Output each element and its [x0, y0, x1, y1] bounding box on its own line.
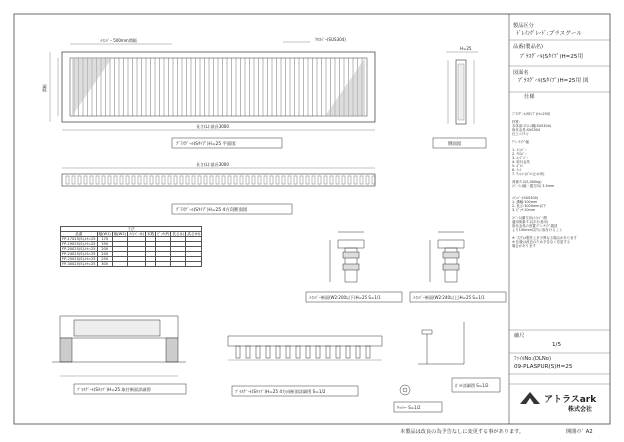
section-bar: [264, 176, 267, 184]
spec-line: ﾌﾟﾗｽｸﾞｰﾙ(Sﾀｲﾌﾟ)H=25用: [512, 112, 551, 116]
spec-line: 1. ﾒｲﾝﾊﾞｰ: [512, 148, 527, 152]
section-bar: [108, 176, 111, 184]
spec-table-group-header: 寸法: [61, 227, 202, 232]
spec-table-cell: [146, 262, 156, 267]
spec-table-header: 高さ(H): [187, 232, 201, 236]
section-bar: [366, 176, 369, 184]
footer-right: 開閉ｲﾄﾞ A2: [566, 429, 593, 435]
file-value: 09-PLASPUR(S)H=25: [514, 364, 573, 370]
spec-table-cell: [112, 262, 127, 267]
spec-table-header: 幅(W1): [98, 232, 111, 236]
svg-text:H=25: H=25: [460, 46, 472, 51]
spec-table-header: ﾒｲﾝﾊﾞｰ(t): [129, 232, 145, 236]
section-bar: [276, 176, 279, 184]
spec-table-cell: [128, 262, 146, 267]
company-sub: 株式会社: [568, 406, 593, 413]
section-bar: [240, 176, 243, 184]
spec-line: 1. 溝幅:100mm: [512, 200, 538, 204]
washer-drawing: [400, 385, 410, 395]
spec-line: ﾒｲﾝﾊﾞｰ(SUS304): [512, 196, 539, 200]
spec-line: 6. ﾅｯﾄ: [512, 168, 522, 172]
spec-table-cell: [156, 262, 171, 267]
spec-table-cell: 240: [97, 252, 112, 257]
detail-bar: [266, 346, 270, 358]
four-dir-detail: [228, 336, 382, 360]
spec-line: ｽﾍﾟｰｽ:(幅・縦方向) 3.5mm: [512, 184, 555, 188]
section-bar: [132, 176, 135, 184]
section-bar: [336, 176, 339, 184]
spec-line: 2. ｸﾛｽﾊﾞｰ: [512, 152, 527, 156]
spec-line: ｽﾍﾟｰｽ(溝方向)ﾒｲﾝﾊﾞｰ間: [512, 216, 547, 220]
spec-table-cell: [186, 262, 202, 267]
side-view-title: 側面図: [448, 142, 462, 147]
spec-table: [60, 226, 202, 267]
section-bar: [294, 176, 297, 184]
spec-line: 材質:: [512, 120, 520, 124]
spec-table-cell: FP-17025(S)-H=25: [62, 237, 96, 241]
install-detail-view: [52, 316, 186, 376]
plan-dim-total: 長さ(L):最長3000: [196, 124, 229, 129]
bolt-drawing: [418, 322, 464, 364]
section-bar: [150, 176, 153, 184]
spec-table-cell: 190: [97, 242, 112, 247]
spec-line: 3. ｴﾝﾄﾞﾊﾞｰ: [512, 156, 529, 160]
section-bar: [168, 176, 171, 184]
section-bar: [198, 176, 201, 184]
plan-dim-cross: ｸﾛｽﾊﾞｰ(SUS304): [315, 37, 346, 42]
spec-line: 3. ﾋﾟｯﾁ:10mm: [512, 208, 536, 212]
section-bar: [216, 176, 219, 184]
section-bar: [210, 176, 213, 184]
detail-bar: [286, 346, 290, 358]
plan-dim-top: ﾒｲﾝﾊﾞｰ 500mm間隔: [100, 38, 137, 43]
spec-table-cell: 170: [97, 237, 112, 242]
section-bar: [282, 176, 285, 184]
section-dim: 長さ(L):最長3000: [196, 162, 229, 167]
section-bar: [78, 176, 81, 184]
plan-view: [42, 42, 375, 130]
section-bar: [306, 176, 309, 184]
detail-bar: [236, 346, 240, 358]
plan-view-title: ﾌﾟﾗｽｸﾞｰﾙ(Sﾀｲﾌﾟ)H=25 平面図: [176, 142, 236, 147]
section-bar: [252, 176, 255, 184]
spec-table-header: 本数: [147, 232, 155, 236]
side-view: [446, 46, 478, 124]
detail-bar: [256, 346, 260, 358]
section-view: [62, 168, 375, 186]
spec-table-cell: FP-25025(S)-H=25: [62, 257, 96, 261]
spec-table-header: ﾋﾟｯﾁ(P): [157, 232, 170, 236]
drawing-value: ﾌﾟﾗｽｸﾞｰﾙ(Sﾀｲﾌﾟ)H=25用 図: [518, 78, 589, 84]
section-bar: [300, 176, 303, 184]
section-bar: [246, 176, 249, 184]
section-bar: [156, 176, 159, 184]
bar-b-title: ﾒｲﾝﾊﾞｰ断面(W2:240以上)H=25 S=1/1: [413, 295, 485, 300]
section-bar: [96, 176, 99, 184]
detail-bar: [346, 346, 350, 358]
section-bar: [84, 176, 87, 184]
section-bar: [138, 176, 141, 184]
section-bar: [222, 176, 225, 184]
section-view-title: ﾌﾟﾗｽｸﾞｰﾙ(Sﾀｲﾌﾟ)H=25 4方向断面図: [176, 208, 248, 213]
spec-line: 取付金具の設置:ｸﾞﾚｰﾁﾝｸﾞ端部: [512, 224, 558, 228]
bolt-title: ﾎﾞﾙﾄ詳細図 S=1/2: [455, 383, 489, 388]
section-bar: [180, 176, 183, 184]
section-bar: [348, 176, 351, 184]
company-name: アトラスark: [544, 395, 597, 405]
spec-line: ｸﾞﾚｰﾁﾝｸﾞ幅: [512, 140, 529, 144]
spec-table-cell: 200: [97, 247, 112, 252]
drawing-label: 図面名: [513, 70, 529, 76]
scale-label: 縮尺: [514, 333, 525, 339]
detail-bar: [246, 346, 250, 358]
install-view-title: ﾌﾟﾗｽｸﾞｰﾙ(Sﾀｲﾌﾟ)H=25 取付断面詳細図: [77, 387, 151, 392]
name-value: ﾌﾟﾗｽｸﾞｰﾙ(Sﾀｲﾌﾟ)H=25用: [520, 54, 584, 60]
detail-bar: [316, 346, 320, 358]
section-bar: [120, 176, 123, 184]
section-bar: [162, 176, 165, 184]
company-logo-icon: [520, 392, 540, 404]
detail-bar: [276, 346, 280, 358]
section-bar: [186, 176, 189, 184]
spec-line: より100mm以内に取付けること: [512, 228, 563, 232]
section-bar: [354, 176, 357, 184]
section-bar: [204, 176, 207, 184]
spec-table-header: 幅(W2): [113, 232, 127, 236]
detail-view-title: ﾌﾟﾗｽｸﾞｰﾙ(Sﾀｲﾌﾟ)H=25 4方向断面詳細図 S=1/2: [235, 389, 326, 394]
spec-text-block: [512, 112, 577, 248]
section-bar: [126, 176, 129, 184]
section-bar: [228, 176, 231, 184]
spec-line: 本体部:ｽﾃﾝﾚｽ鋼(SUS304): [512, 124, 552, 128]
spec-line: 2. 長さ:3000mm以下: [512, 204, 547, 208]
category-value: ﾄﾞﾚｲﾝｸﾞﾚｰﾄﾞ:プラスグール: [516, 31, 582, 37]
section-bar: [258, 176, 261, 184]
spec-table-cell: 250: [97, 257, 112, 262]
spec-table-cell: FP-20025(S)-H=25: [62, 247, 96, 251]
spec-table-cell: FP-24025(S)-H=25: [62, 252, 96, 256]
spec-table-header: 品番: [61, 232, 98, 237]
spec-line: ※ 寸法は製作上多少異なる場合があります: [512, 236, 577, 240]
section-bar: [72, 176, 75, 184]
detail-bar: [356, 346, 360, 358]
detail-bar: [366, 346, 370, 358]
spec-line: 7. ﾜｯｼｬｰ(ﾎﾞﾙﾄ止め用): [512, 172, 545, 176]
section-bar: [234, 176, 237, 184]
spec-line: 取付金具:SUS304: [512, 128, 540, 132]
spec-line: ※ 仕様は改良のため予告なく変更する: [512, 240, 571, 244]
detail-bar: [326, 346, 330, 358]
spec-table-row: [61, 262, 202, 267]
section-bar: [174, 176, 177, 184]
name-label: 品番(製品名): [513, 44, 543, 50]
section-bar: [288, 176, 291, 184]
section-bar: [330, 176, 333, 184]
spec-table-cell: FP-19025(S)-H=25: [62, 242, 96, 246]
section-bar: [90, 176, 93, 184]
detail-bar: [296, 346, 300, 358]
detail-bar: [336, 346, 340, 358]
bar-section-b: [430, 232, 464, 282]
detail-bar: [306, 346, 310, 358]
bar-section-a: [330, 232, 364, 282]
file-label: ﾌｧｲﾙNo.(DLNo): [514, 356, 551, 362]
section-bar: [144, 176, 147, 184]
spec-line: 場合があります: [512, 244, 536, 248]
spec-table-cell: 300: [97, 262, 112, 267]
section-bar: [342, 176, 345, 184]
spec-line: 仕上:ﾍｱﾗｲﾝ: [512, 132, 529, 136]
section-bar: [318, 176, 321, 184]
spec-line: 4. 取付金具: [512, 160, 530, 164]
section-bar: [102, 176, 105, 184]
section-bar: [66, 176, 69, 184]
bar-a-title: ﾒｲﾝﾊﾞｰ断面(W2:200以下)H=25 S=1/1: [309, 295, 381, 300]
spec-label: 仕様: [524, 94, 535, 100]
spec-line: 5. ﾎﾞﾙﾄ: [512, 164, 524, 168]
section-bar: [360, 176, 363, 184]
svg-text:溝幅: 溝幅: [42, 84, 47, 92]
footer-note: 本製品は改良の為予告なしに変更する事があります。: [400, 429, 525, 435]
spec-table-header: 長さ(L): [172, 232, 185, 236]
section-bar: [324, 176, 327, 184]
section-bar: [114, 176, 117, 184]
spec-line: 適用荷重:T-2(歩行者用): [512, 220, 549, 224]
section-bar: [192, 176, 195, 184]
spec-table-cell: FP-30025(S)-H=25: [62, 262, 96, 266]
section-bar: [312, 176, 315, 184]
section-bar: [270, 176, 273, 184]
section-bar: [372, 176, 375, 184]
scale-value: 1/5: [552, 342, 562, 348]
washer-title: ﾜｯｼｬｰ S=1/2: [397, 405, 421, 410]
spec-line: 荷重:T-2(5,000kg): [512, 180, 542, 184]
category-label: 製品区分: [513, 23, 534, 29]
spec-table-cell: [171, 262, 186, 267]
